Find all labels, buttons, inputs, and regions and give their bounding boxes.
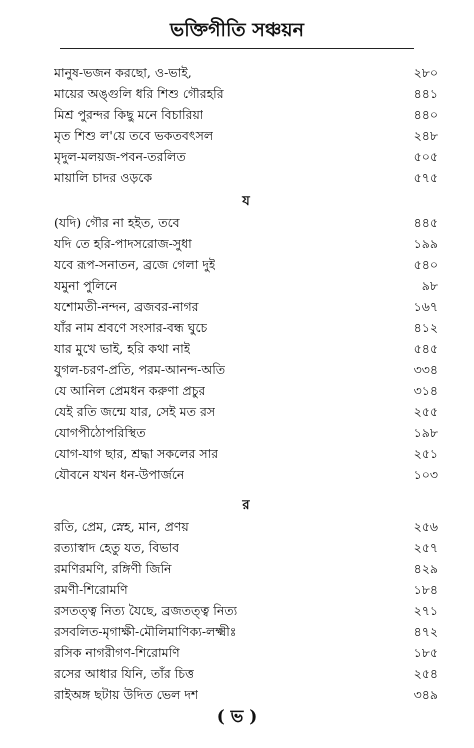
- toc-entry: [54, 623, 438, 644]
- entry-page-number: ৪৪০: [413, 106, 438, 122]
- entry-page-number: ৩৩৪: [413, 361, 438, 377]
- toc-entry: [54, 560, 438, 581]
- entry-page-number: ৪৪৫: [413, 214, 438, 230]
- entry-title: যৌবনে যখন ধন-উপার্জনে: [54, 466, 185, 482]
- entry-page-number: ৫৪৫: [413, 340, 438, 356]
- entry-title: যশোমতী-নন্দন, ব্রজবর-নাগর: [54, 298, 199, 314]
- entry-title: রত্যাস্বাদ হেতু যত, বিভাব: [54, 539, 180, 555]
- toc-group-ya: [54, 214, 438, 487]
- entry-title: যুগল-চরণ-প্রতি, পরম-আনন্দ-অতি: [54, 361, 226, 377]
- entry-page-number: ৪৪১: [413, 85, 438, 101]
- toc-entry: [54, 539, 438, 560]
- toc-entry: [54, 602, 438, 623]
- entry-title: (যদি) গৌর না হইত, তবে: [54, 214, 180, 230]
- toc-entry: [54, 148, 438, 169]
- entry-title: মানুষ-ভজন করছো, ও-ভাই,: [54, 64, 192, 80]
- toc-entry: [54, 445, 438, 466]
- toc-entry: [54, 106, 438, 127]
- entry-title: যার মুখে ভাই, হরি কথা নাই: [54, 340, 191, 356]
- entry-page-number: ৫৪০: [413, 256, 438, 272]
- toc-entry: [54, 298, 438, 319]
- entry-title: যমুনা পুলিনে: [54, 277, 118, 293]
- toc-group-ra: [54, 518, 438, 707]
- toc-list: [54, 64, 438, 707]
- title-divider: [60, 48, 414, 49]
- entry-title: যাঁর নাম শ্রবণে সংসার-বন্ধ ঘুচে: [54, 319, 208, 335]
- toc-entry: [54, 382, 438, 403]
- entry-title: রমণিরমণি, রঙ্গিণী জিনি: [54, 560, 172, 576]
- entry-page-number: ৯৮: [421, 277, 438, 293]
- entry-page-number: ২৫১: [413, 445, 438, 461]
- toc-entry: [54, 127, 438, 148]
- toc-entry: [54, 340, 438, 361]
- entry-title: মিশ্র পুরন্দর কিছু মনে বিচারিয়া: [54, 106, 204, 122]
- toc-entry: [54, 466, 438, 487]
- entry-page-number: ৫৭৫: [413, 169, 438, 185]
- toc-entry: [54, 361, 438, 382]
- toc-entry: [54, 235, 438, 256]
- entry-page-number: ৫০৫: [413, 148, 438, 164]
- entry-page-number: ১৮৫: [413, 644, 438, 660]
- toc-entry: [54, 581, 438, 602]
- entry-page-number: ২৫৪: [413, 665, 438, 681]
- toc-entry: [54, 64, 438, 85]
- entry-page-number: ৩১৪: [413, 382, 438, 398]
- entry-page-number: ৪১২: [413, 319, 438, 335]
- entry-title: রমণী-শিরোমণি: [54, 581, 128, 597]
- page-title: ভক্তিগীতি সঞ্চয়ন: [170, 19, 304, 41]
- entry-page-number: ১৬৭: [413, 298, 438, 314]
- toc-entry: [54, 403, 438, 424]
- toc-entry: [54, 644, 438, 665]
- toc-entry: [54, 214, 438, 235]
- section-letter-ya: য: [242, 194, 250, 209]
- entry-title: রসিক নাগরীগণ-শিরোমণি: [54, 644, 180, 660]
- entry-page-number: ১৮৪: [413, 581, 438, 597]
- entry-title: মৃত শিশু ল'য়ে তবে ভকতবৎসল: [54, 127, 214, 143]
- toc-entry: [54, 665, 438, 686]
- entry-page-number: ২৫৭: [413, 539, 438, 555]
- toc-entry: [54, 85, 438, 106]
- entry-page-number: ২৫৬: [413, 518, 438, 534]
- toc-entry: [54, 424, 438, 445]
- entry-page-number: ১৯৮: [413, 424, 438, 440]
- entry-page-number: ২৪৮: [413, 127, 438, 143]
- toc-group-m: [54, 64, 438, 190]
- entry-page-number: ৪৭২: [413, 623, 438, 639]
- toc-entry: [54, 518, 438, 539]
- entry-title: রসের আধার যিনি, তাঁর চিত্ত: [54, 665, 194, 681]
- entry-title: মায়ের অঙ্গুলি ধরি শিশু গৌরহরি: [54, 85, 224, 101]
- entry-title: যবে রূপ-সনাতন, ব্রজে গেলা দুই: [54, 256, 216, 272]
- toc-entry: [54, 319, 438, 340]
- toc-entry: [54, 169, 438, 190]
- entry-page-number: ৩৪৯: [413, 686, 438, 702]
- entry-page-number: ২৭১: [413, 602, 438, 618]
- entry-title: যে আনিল প্রেমধন করুণা প্রচুর: [54, 382, 206, 398]
- entry-title: যদি তে হরি-পাদসরোজ-সুধা: [54, 235, 192, 251]
- entry-title: যেই রতি জন্মে যার, সেই মত রস: [54, 403, 216, 419]
- entry-page-number: ৪২৯: [413, 560, 438, 576]
- entry-page-number: ১০৩: [413, 466, 438, 482]
- entry-title: রসতত্ত্ব নিত্য যৈছে, ব্রজতত্ত্ব নিত্য: [54, 602, 238, 618]
- toc-entry: [54, 277, 438, 298]
- page-number-marker: ( ভ ): [216, 707, 258, 727]
- toc-entry: [54, 256, 438, 277]
- entry-title: মায়ালি চাদর ওড়কে: [54, 169, 153, 185]
- entry-title: রসবলিত-মৃগাক্ষী-মৌলিমাণিক্য-লক্ষ্মীঃ: [54, 623, 237, 639]
- entry-title: রাইঅঙ্গ ছটায় উদিত ভেল দশ: [54, 686, 199, 702]
- entry-title: যোগ-যাগ ছার, শ্রদ্ধা সকলের সার: [54, 445, 219, 461]
- entry-page-number: ২৮০: [413, 64, 438, 80]
- entry-title: রতি, প্রেম, স্নেহ, মান, প্রণয়: [54, 518, 189, 534]
- entry-title: মৃদুল-মলয়জ-পবন-তরলিত: [54, 148, 186, 164]
- entry-title: যোগপীঠোপরিস্থিত: [54, 424, 146, 440]
- entry-page-number: ২৫৫: [413, 403, 438, 419]
- section-letter-ra: র: [242, 498, 250, 513]
- entry-page-number: ১৯৯: [413, 235, 438, 251]
